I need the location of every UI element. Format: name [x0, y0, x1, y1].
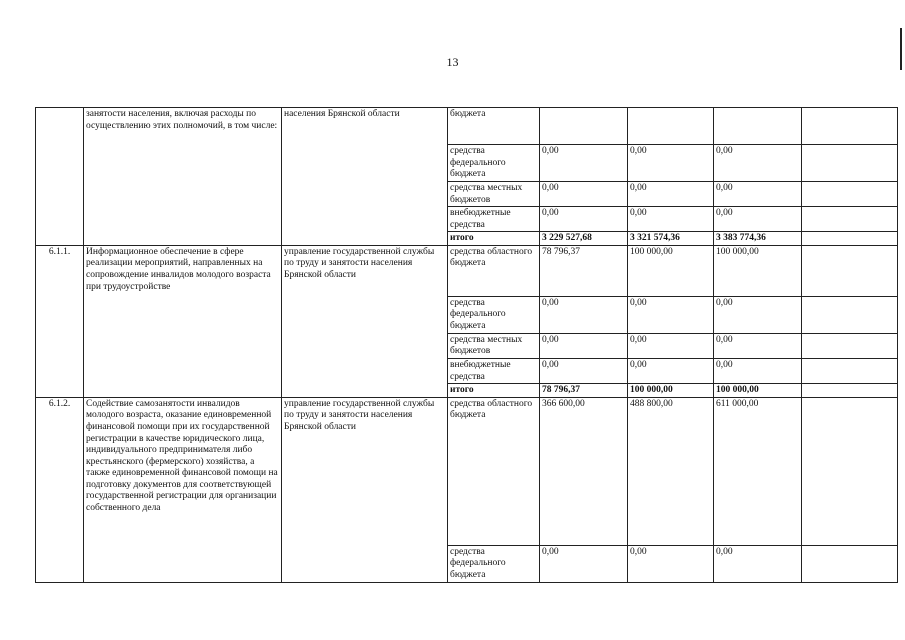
- measure-cell: Информационное обеспечение в сфере реализации мероприятий, направленных на сопровождение инвалидов молодого возраста при трудоустройстве: [84, 245, 282, 397]
- value-cell: 0,00: [628, 359, 714, 384]
- row-number-cell: 6.1.2.: [36, 397, 84, 582]
- source-cell: средства федерального бюджета: [448, 545, 540, 582]
- table-row: [36, 108, 898, 145]
- table-row: [36, 245, 898, 296]
- total-value: 100 000,00: [714, 384, 802, 398]
- note-cell: [802, 384, 898, 398]
- executor-cell: населения Брянской области: [282, 108, 448, 246]
- value-cell: 611 000,00: [714, 397, 802, 545]
- value-cell: [540, 108, 628, 145]
- source-cell: средства областного бюджета: [448, 397, 540, 545]
- note-cell: [802, 108, 898, 145]
- value-cell: 0,00: [628, 296, 714, 333]
- note-cell: [802, 397, 898, 545]
- total-value: 78 796,37: [540, 384, 628, 398]
- value-cell: 0,00: [540, 145, 628, 182]
- total-value: 3 321 574,36: [628, 232, 714, 246]
- total-value: 3 383 774,36: [714, 232, 802, 246]
- note-cell: [802, 545, 898, 582]
- value-cell: 0,00: [714, 333, 802, 358]
- table-row: [36, 397, 898, 545]
- source-cell: средства местных бюджетов: [448, 333, 540, 358]
- value-cell: 366 600,00: [540, 397, 628, 545]
- note-cell: [802, 359, 898, 384]
- value-cell: 0,00: [540, 296, 628, 333]
- source-cell: средства областного бюджета: [448, 245, 540, 296]
- executor-cell: управление государственной службы по труду и занятости населения Брянской области: [282, 397, 448, 582]
- value-cell: [714, 108, 802, 145]
- value-cell: 0,00: [628, 182, 714, 207]
- note-cell: [802, 245, 898, 296]
- value-cell: 0,00: [714, 182, 802, 207]
- total-label: итого: [448, 384, 540, 398]
- value-cell: 0,00: [714, 545, 802, 582]
- note-cell: [802, 333, 898, 358]
- value-cell: 0,00: [714, 207, 802, 232]
- value-cell: 0,00: [540, 182, 628, 207]
- total-value: 3 229 527,68: [540, 232, 628, 246]
- executor-cell: управление государственной службы по труду и занятости населения Брянской области: [282, 245, 448, 397]
- total-value: 100 000,00: [628, 384, 714, 398]
- value-cell: 0,00: [628, 545, 714, 582]
- note-cell: [802, 232, 898, 246]
- source-cell: бюджета: [448, 108, 540, 145]
- source-cell: средства местных бюджетов: [448, 182, 540, 207]
- value-cell: 0,00: [540, 545, 628, 582]
- value-cell: [628, 108, 714, 145]
- note-cell: [802, 207, 898, 232]
- value-cell: 0,00: [628, 207, 714, 232]
- budget-table: [35, 107, 898, 583]
- source-cell: внебюджетные средства: [448, 359, 540, 384]
- row-number-cell: 6.1.1.: [36, 245, 84, 397]
- note-cell: [802, 296, 898, 333]
- value-cell: 100 000,00: [628, 245, 714, 296]
- measure-cell: занятости населения, включая расходы по осуществлению этих полномочий, в том числе:: [84, 108, 282, 246]
- note-cell: [802, 145, 898, 182]
- value-cell: 0,00: [628, 333, 714, 358]
- value-cell: 0,00: [540, 207, 628, 232]
- page-number: 13: [446, 55, 459, 69]
- value-cell: 0,00: [628, 145, 714, 182]
- source-cell: средства федерального бюджета: [448, 296, 540, 333]
- row-number-cell: [36, 108, 84, 246]
- total-label: итого: [448, 232, 540, 246]
- source-cell: средства федерального бюджета: [448, 145, 540, 182]
- source-cell: внебюджетные средства: [448, 207, 540, 232]
- value-cell: 0,00: [540, 333, 628, 358]
- value-cell: 488 800,00: [628, 397, 714, 545]
- value-cell: 0,00: [714, 359, 802, 384]
- scan-edge-mark: [900, 28, 902, 70]
- value-cell: 0,00: [714, 296, 802, 333]
- measure-cell: Содействие самозанятости инвалидов молодого возраста, оказание единовременной финансовой помощи при их государственной регистрации в качестве юридического лица, индивидуального предпринимателя либо крестьянского (фермерского) хозяйства, а также единовременной финансовой помощи на подготовку документов для соответствующей государственной регистрации для организации собственного дела: [84, 397, 282, 582]
- value-cell: 0,00: [714, 145, 802, 182]
- value-cell: 0,00: [540, 359, 628, 384]
- value-cell: 78 796,37: [540, 245, 628, 296]
- value-cell: 100 000,00: [714, 245, 802, 296]
- note-cell: [802, 182, 898, 207]
